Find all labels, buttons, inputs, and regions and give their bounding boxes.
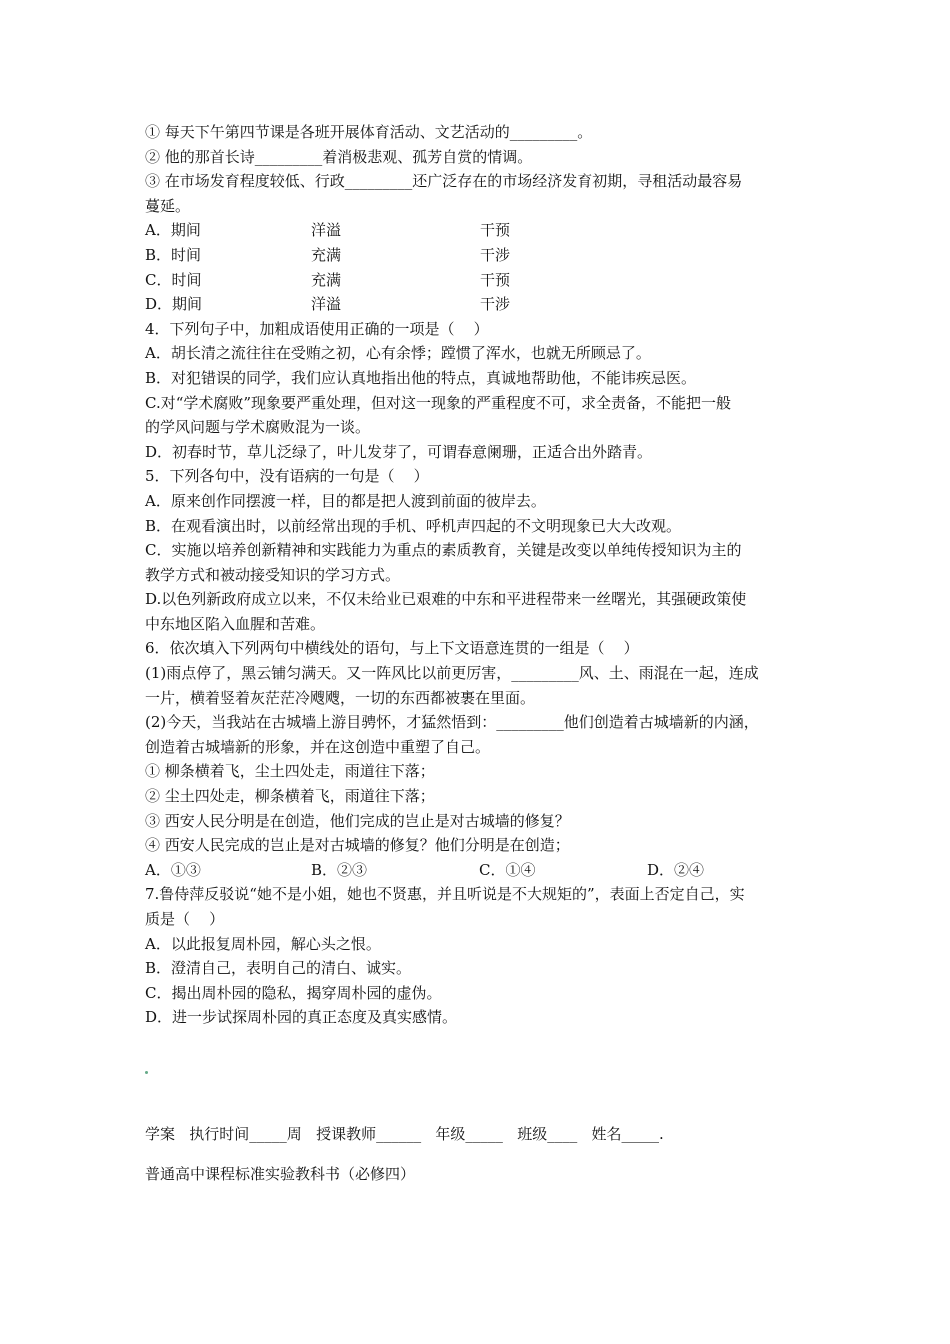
text-line: D.以色列新政府成立以来，不仅未给业已艰难的中东和平进程带来一丝曙光，其强硬政策使 [145, 590, 747, 609]
text-line: A．胡长清之流往往在受贿之初，心有余悸；蹚惯了浑水，也就无所顾忌了。 [145, 344, 651, 363]
text-line: 一片，横着竖着灰茫茫冷飕飕，一切的东西都被裹在里面。 [145, 688, 536, 707]
text-line: A．原来创作同摆渡一样，目的都是把人渡到前面的彼岸去。 [145, 491, 546, 510]
text-line: 质是（ ） [145, 910, 225, 928]
text-line: C.对“学术腐败”现象要严重处理，但对这一现象的严重程度不可，求全责备，不能把一般 [145, 393, 732, 412]
text-line: B．对犯错误的同学，我们应认真地指出他的特点，真诚地帮助他，不能讳疾忌医。 [145, 368, 697, 387]
study-plan-footer: 学案 执行时间_____周 授课教师______ 年级_____ 班级____ 姓名_____. [145, 1125, 664, 1143]
text-line: 4．下列句子中，加粗成语使用正确的一项是（ ） [145, 319, 489, 338]
text-line: (2)今天，当我站在古城墙上游目骋怀，才猛然悟到：_________他们创造着古城墙新的内涵， [145, 713, 759, 732]
questions-4-to-6 [145, 317, 815, 858]
text-line: 创造着古城墙新的形象，并在这创造中重塑了自己。 [145, 737, 491, 756]
option-cell: B．时间 [145, 245, 202, 264]
text-line: D．初春时节，草儿泛绿了，叶儿发芽了，可谓春意阑珊，正适合出外踏青。 [145, 442, 653, 461]
text-line: 7.鲁侍萍反驳说“她不是小姐，她也不贤惠，并且听说是不大规矩的”，表面上否定自己，实 [145, 885, 745, 904]
text-line: D．进一步试探周朴园的真正态度及真实感情。 [145, 1008, 458, 1027]
document-body [145, 120, 815, 1030]
option-cell: 洋溢 [311, 295, 342, 314]
text-line: ① 柳条横着飞，尘土四处走，雨道往下落； [145, 762, 435, 781]
text-line: 教学方式和被动接受知识的学习方式。 [145, 565, 401, 584]
text-line: ① 每天下午第四节课是各班开展体育活动、文艺活动的_________。 [145, 123, 593, 141]
option-cell: A．期间 [145, 221, 201, 240]
text-line: A．以此报复周朴园，解心头之恨。 [145, 934, 381, 953]
option-row [145, 292, 815, 317]
option-cell: 干涉 [480, 295, 511, 314]
option-cell: 洋溢 [311, 221, 342, 240]
text-line: 6．依次填入下列两句中横线处的语句，与上下文语意连贯的一组是（ ） [145, 639, 639, 658]
option-cell: 干涉 [480, 245, 511, 264]
question-3-options [145, 218, 815, 316]
option-choice: D．②④ [647, 860, 705, 879]
option-cell: D．期间 [145, 295, 203, 314]
question-7 [145, 882, 815, 1030]
stray-mark [145, 1071, 148, 1074]
option-row [145, 268, 815, 293]
option-cell: 充满 [311, 245, 342, 264]
option-row [145, 243, 815, 268]
option-choice: A．①③ [145, 860, 201, 879]
text-line: ③ 在市场发育程度较低、行政_________还广泛存在的市场经济发育初期，寻租活动最容易 [145, 172, 743, 191]
text-line: 5．下列各句中，没有语病的一句是（ ） [145, 467, 429, 486]
text-line: 的学风问题与学术腐败混为一谈。 [145, 418, 371, 437]
option-row [145, 218, 815, 243]
text-line: ② 尘土四处走，柳条横着飞，雨道往下落； [145, 787, 435, 806]
option-cell: 干预 [480, 221, 511, 240]
textbook-title: 普通高中课程标准实验教科书（必修四） [145, 1165, 416, 1183]
question-3-stems [145, 120, 815, 218]
text-line: (1)雨点停了，黑云铺匀满天。又一阵风比以前更厉害，_________风、土、雨混在一起，连成 [145, 664, 759, 683]
text-line: C．揭出周朴园的隐私，揭穿周朴园的虚伪。 [145, 983, 442, 1002]
text-line: ② 他的那首长诗_________着消极悲观、孤芳自赏的情调。 [145, 147, 533, 166]
option-choice: C．①④ [479, 860, 536, 879]
option-cell: 充满 [311, 270, 342, 289]
option-cell: C．时间 [145, 270, 202, 289]
question-6-options [145, 858, 815, 883]
text-line: 蔓延。 [145, 196, 191, 215]
text-line: ④ 西安人民完成的岂止是对古城墙的修复？他们分明是在创造； [145, 836, 570, 855]
text-line: C．实施以培养创新精神和实践能力为重点的素质教育，关键是改变以单纯传授知识为主的 [145, 541, 742, 560]
option-choice: B．②③ [311, 860, 368, 879]
text-line: ③ 西安人民分明是在创造，他们完成的岂止是对古城墙的修复？ [145, 811, 570, 830]
option-cell: 干预 [480, 270, 511, 289]
text-line: 中东地区陷入血腥和苦难。 [145, 614, 326, 633]
text-line: B．在观看演出时，以前经常出现的手机、呼机声四起的不文明现象已大大改观。 [145, 516, 682, 535]
text-line: B．澄清自己，表明自己的清白、诚实。 [145, 959, 412, 978]
